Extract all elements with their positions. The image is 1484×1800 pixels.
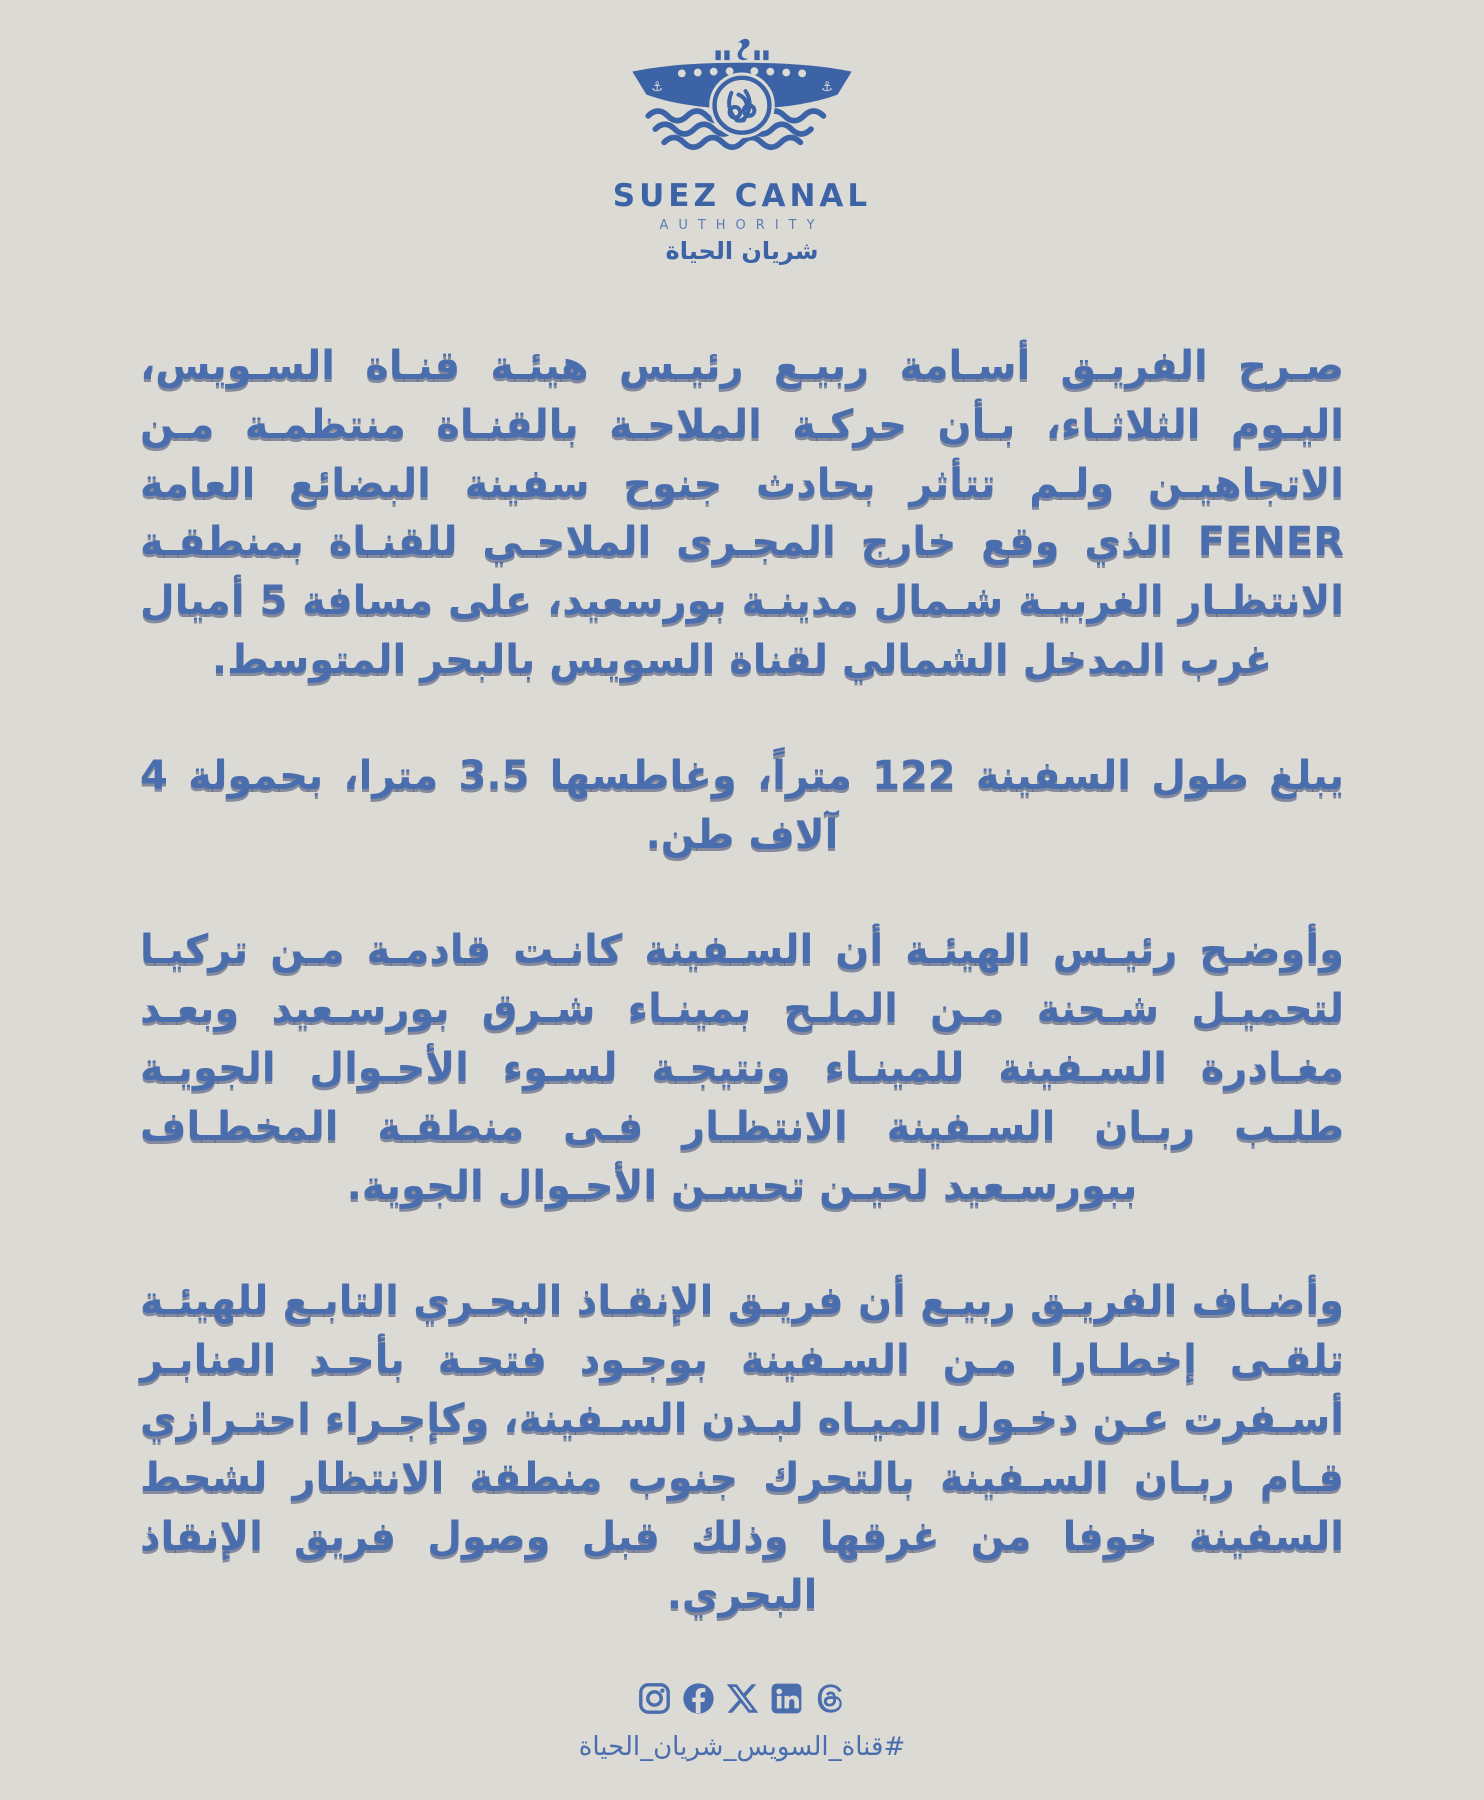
svg-text:⚓: ⚓	[820, 80, 833, 96]
statement-body	[140, 337, 1344, 1625]
paragraph-rescue-team: وأضـاف الفريـق ربيـع أن فريـق الإنقـاذ البحـري التابـع للهيئـة تلقـى إخطـارا مـن السـفينة بوجـود فتحـة بأحـد العنابـر أسـفرت عـن دخـول الميـاه لبـدن السـفينة، وكإجـراء احتـرازي قـام ربـان السـفينة بالتحرك جنوب منطقة الانتظار لشحط السفينة خوفا من غرقها وذلك قبل وصول فريق الإنقاذ البحري.	[140, 1278, 1344, 1619]
logo-title: SUEZ CANAL	[612, 178, 872, 214]
threads-icon[interactable]	[813, 1681, 848, 1716]
footer	[0, 1681, 1484, 1762]
facebook-icon[interactable]	[681, 1681, 716, 1716]
paragraph-ship-origin: وأوضـح رئيـس الهيئـة أن السـفينة كانـت قادمـة مـن تركيـا لتحميـل شـحنة مـن الملـح بمينـاء شـرق بورسـعيد وبعـد مغـادرة السـفينة للمينـاء ونتيجـة لسـوء الأحـوال الجويـة طلـب ربـان السـفينة الانتظـار فـى منطقـة المخطـاف ببورسـعيد لحيـن تحسـن الأحـوال الجوية.	[140, 927, 1344, 1209]
linkedin-icon[interactable]	[769, 1681, 804, 1716]
ship-logo-icon	[627, 38, 857, 176]
paragraph-ship-specs: يبلغ طول السفينة 122 متراً، وغاطسها 3.5 مترا، بحمولة 4 آلاف طن.	[140, 752, 1345, 858]
logo-emblem-ring	[715, 78, 770, 133]
instagram-icon[interactable]	[637, 1681, 672, 1716]
svg-text:⚓: ⚓	[651, 80, 664, 96]
logo-flag	[737, 39, 750, 60]
hashtag-text: #قناة_السويس_شريان_الحياة	[578, 1732, 906, 1762]
paragraph-navigation-status: صـرح الفريـق أسـامة ربيـع رئيـس هيئـة قنـاة السـويس، اليـوم الثلاثـاء، بـأن حركـة الملاحـة بالقنـاة منتظمـة مـن الاتجاهيـن ولـم تتأثر بحادث جنوح سفينة البضائع العامة FENER الذي وقع خارج المجـرى الملاحـي للقنـاة بمنطقـة الانتظـار الغربيـة شـمال مدينـة بورسعيد، على مسافة 5 أميال غرب المدخل الشمالي لقناة السويس بالبحر المتوسط.	[140, 343, 1344, 683]
social-icons-row	[637, 1681, 848, 1716]
logo-tagline-arabic: شريان الحياة	[665, 237, 819, 265]
suez-canal-authority-logo	[0, 0, 1484, 265]
x-icon[interactable]	[725, 1681, 760, 1716]
logo-subtitle: AUTHORITY	[659, 218, 825, 233]
